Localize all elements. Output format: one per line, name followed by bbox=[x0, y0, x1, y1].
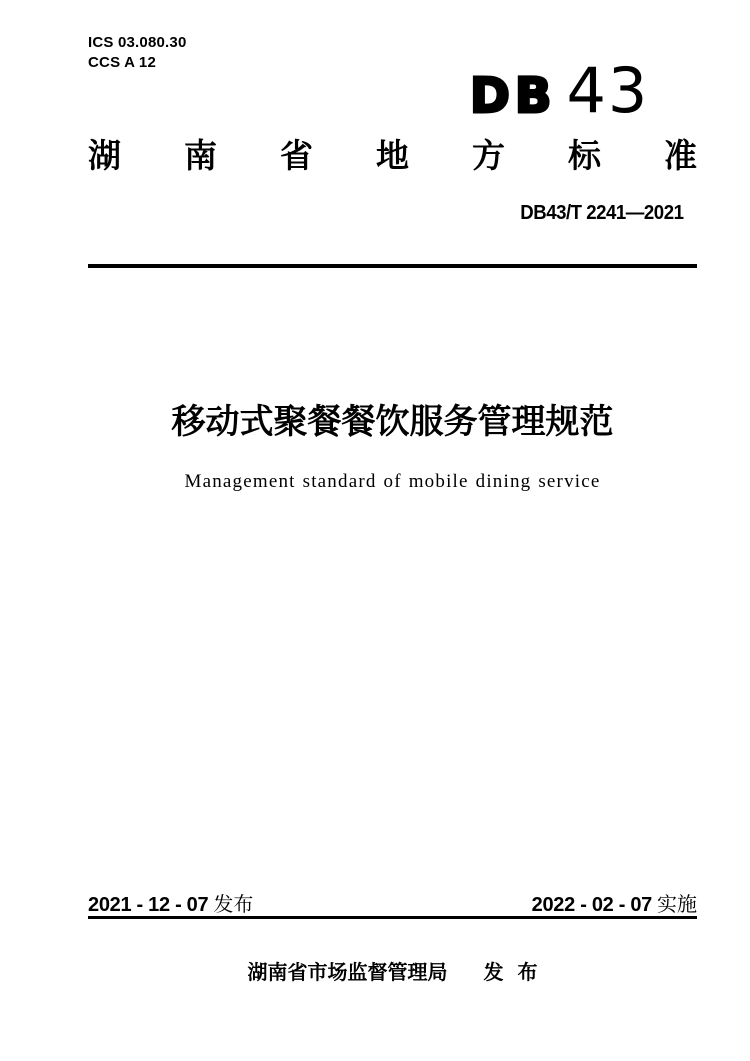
dates-row bbox=[88, 888, 697, 917]
category-char: 南 bbox=[184, 137, 217, 174]
document-title-english: Management standard of mobile dining service bbox=[184, 471, 601, 492]
db43-logo bbox=[470, 54, 650, 127]
category-char: 省 bbox=[280, 137, 313, 174]
publish-action-char: 发 bbox=[483, 962, 504, 984]
issue-label: 发布 bbox=[213, 894, 254, 916]
header-divider-rule bbox=[88, 264, 697, 268]
db-logo-region-code: 43 bbox=[566, 54, 650, 127]
publisher-row bbox=[88, 960, 697, 986]
implement-date-group bbox=[532, 888, 697, 917]
category-char: 方 bbox=[472, 137, 505, 174]
issue-date: 2021 - 12 - 07 bbox=[88, 894, 209, 916]
db-logo-prefix: DB bbox=[470, 68, 557, 124]
category-char: 地 bbox=[376, 137, 409, 174]
classification-codes bbox=[88, 33, 187, 73]
issue-date-group bbox=[88, 888, 253, 917]
standard-number: DB43/T 2241—2021 bbox=[519, 202, 683, 224]
category-char: 准 bbox=[664, 137, 697, 174]
ccs-code: CCS A 12 bbox=[88, 54, 157, 71]
publish-action bbox=[484, 960, 538, 986]
standard-category-title bbox=[88, 139, 697, 174]
category-char: 标 bbox=[568, 137, 601, 174]
ics-code: ICS 03.080.30 bbox=[88, 34, 187, 51]
category-char: 湖 bbox=[88, 137, 121, 174]
publisher-agency: 湖南省市场监督管理局 bbox=[247, 962, 448, 984]
implement-date: 2022 - 02 - 07 bbox=[531, 894, 652, 916]
publish-action-char: 布 bbox=[517, 962, 538, 984]
implement-label: 实施 bbox=[657, 894, 697, 916]
document-title-chinese: 移动式聚餐餐饮服务管理规范 bbox=[171, 403, 614, 441]
footer-divider-rule bbox=[88, 916, 697, 919]
